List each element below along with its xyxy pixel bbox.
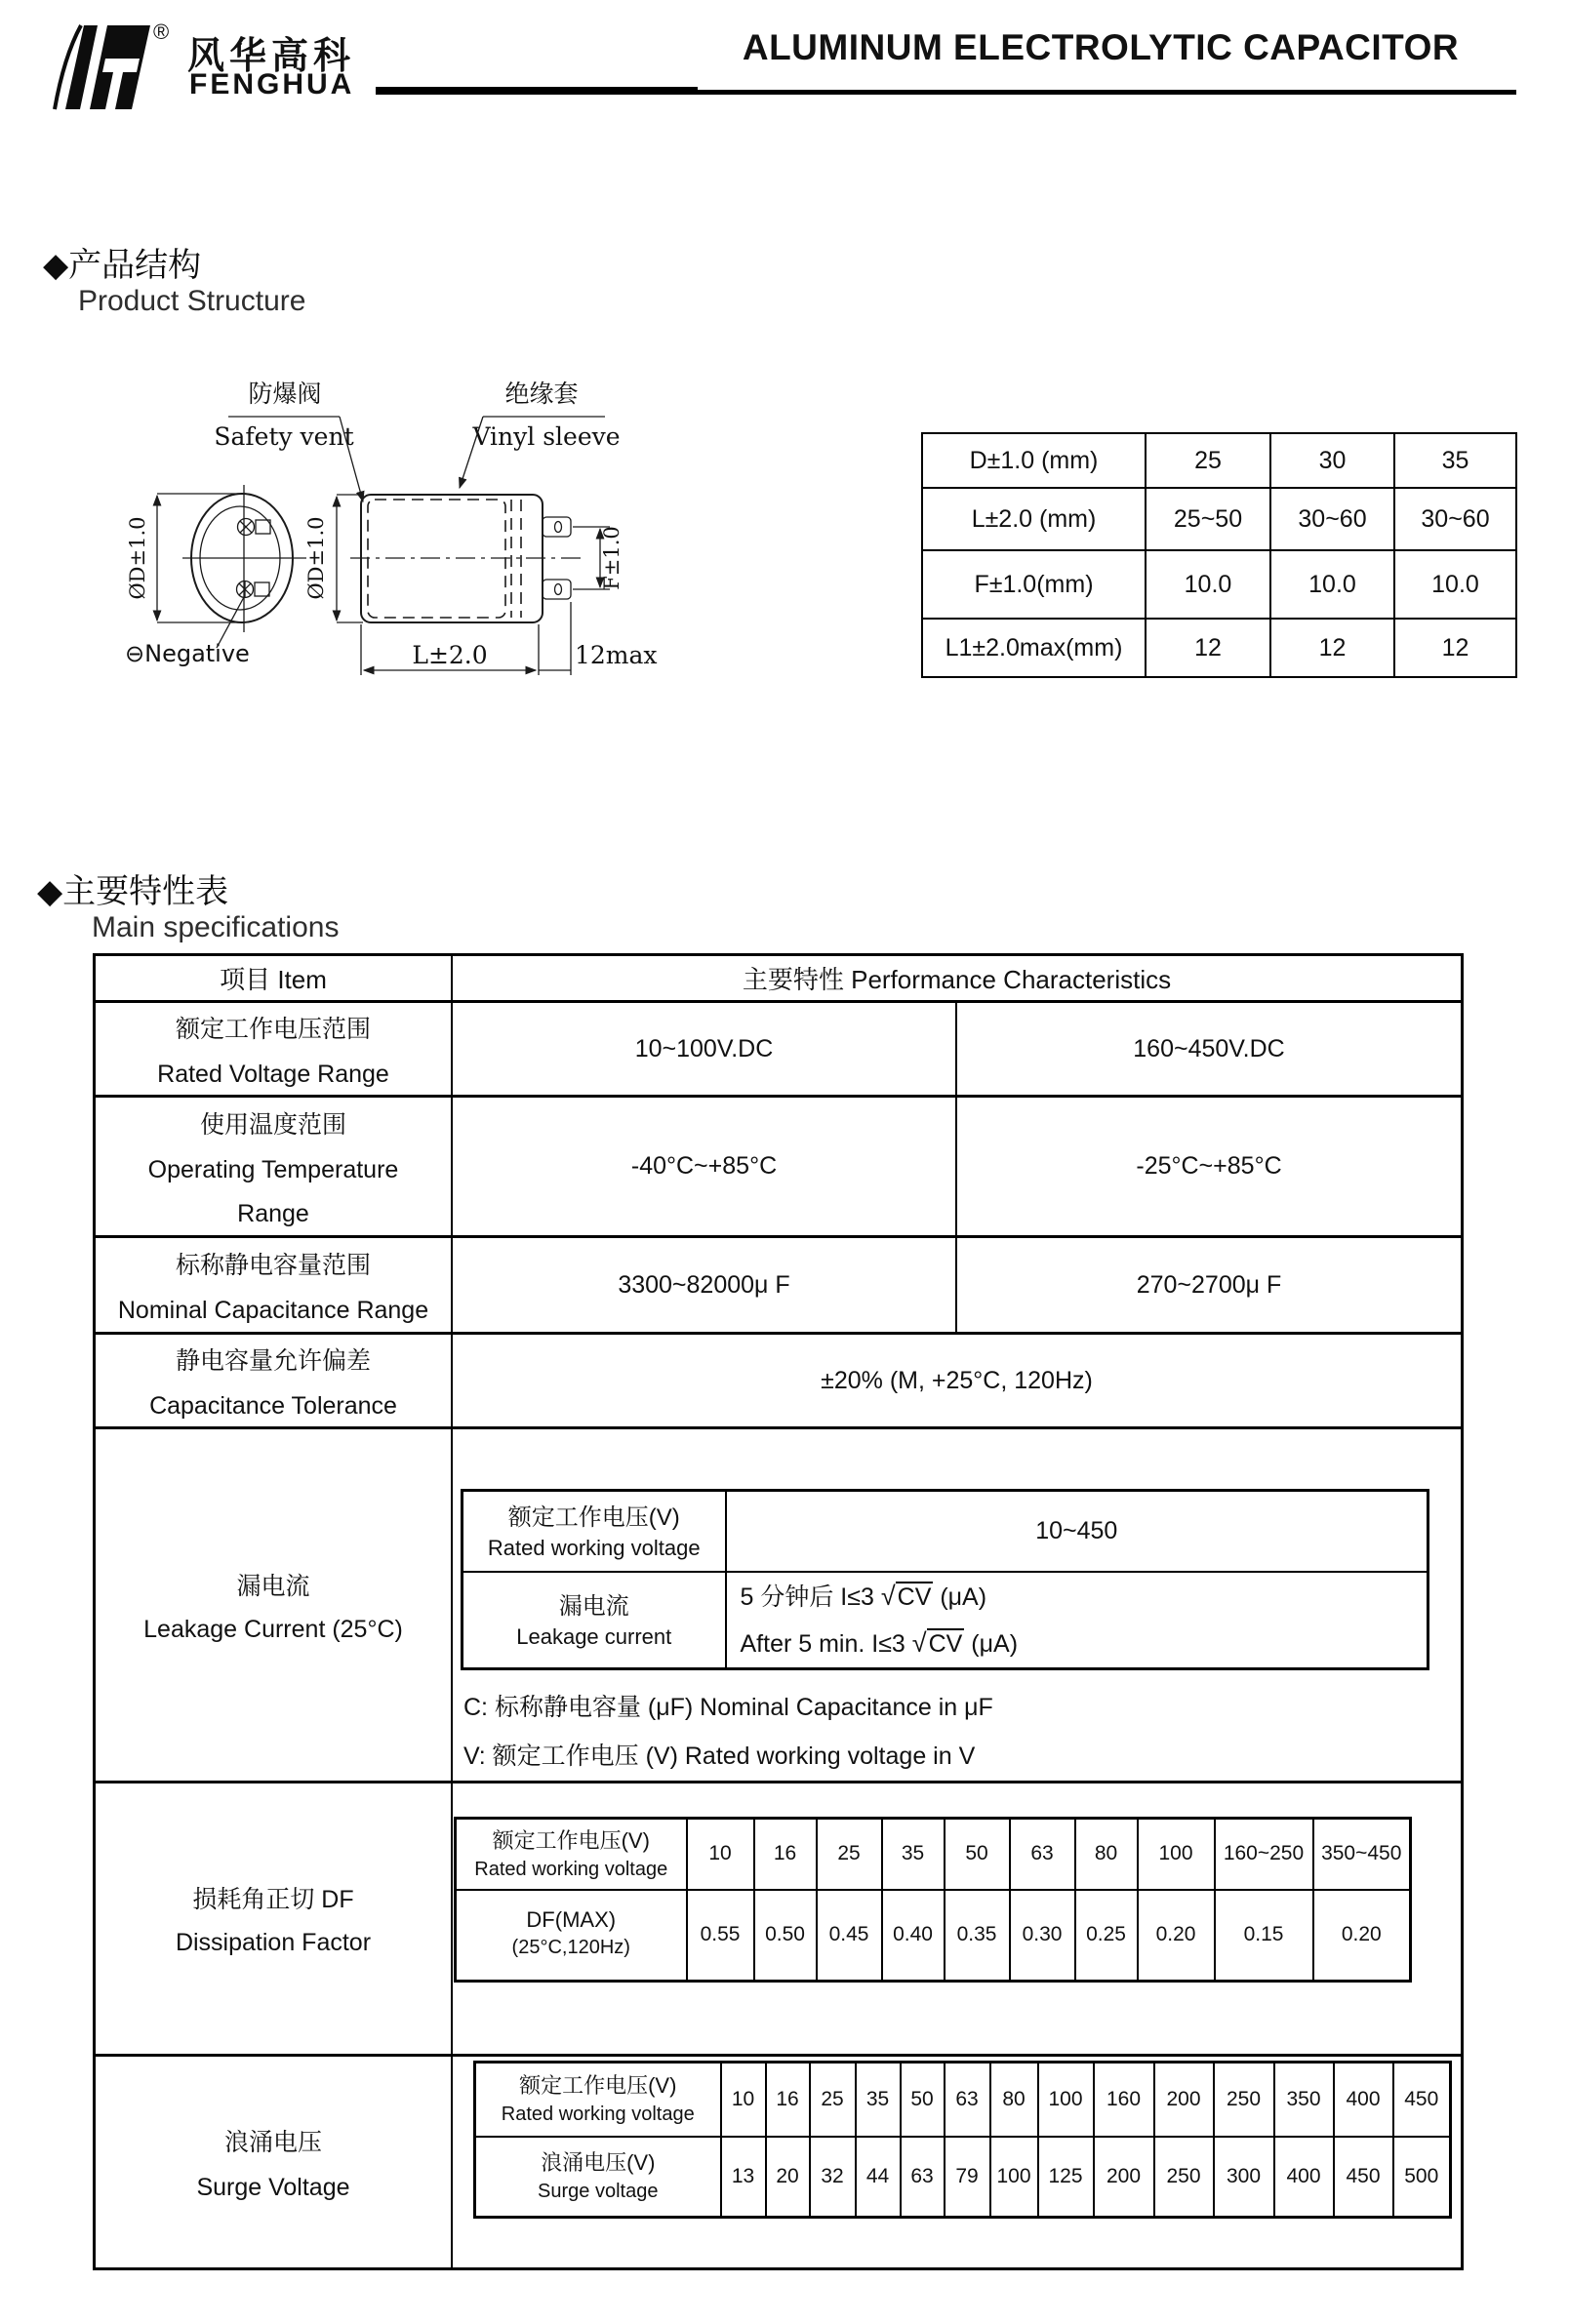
side-view: [304, 495, 658, 675]
df-value: 0.30: [1010, 1890, 1075, 1982]
capacitance-range-low-voltage: 3300~82000μ F: [453, 1238, 957, 1332]
dim-value: 10.0: [1270, 550, 1394, 619]
spec-row-operating-temperature: [96, 1098, 1461, 1238]
dim-value: 12: [1394, 619, 1516, 677]
row-label-cn: 损耗角正切 DF: [192, 1886, 354, 1913]
header-rule-thin: [697, 90, 1516, 95]
dim-value: 12: [1146, 619, 1270, 677]
surge-value: 20: [766, 2137, 810, 2218]
registered-trademark-icon: ®: [153, 20, 170, 44]
row-label-en: Capacitance Tolerance: [149, 1391, 397, 1420]
inner-label-en: DF(MAX): [526, 1907, 617, 1933]
temperature-range-high-voltage: -25°C~+85°C: [1136, 1152, 1282, 1180]
dim-value: 35: [1394, 433, 1516, 488]
surge-value: 250: [1154, 2137, 1214, 2218]
rated-voltage-high-range: 160~450V.DC: [1133, 1034, 1285, 1062]
dim-label: D±1.0 (mm): [922, 433, 1146, 488]
inner-label-cn: 额定工作电压(V): [492, 1827, 650, 1853]
df-value: 0.25: [1075, 1890, 1138, 1982]
inner-label-rated-working-voltage: [475, 2063, 721, 2137]
dim-row-pitch: [922, 550, 1516, 619]
surge-voltage-inner-table: [473, 2061, 1452, 2219]
surge-value: 300: [1214, 2137, 1274, 2218]
surge-value-row: [475, 2137, 1451, 2218]
surge-value: 500: [1393, 2137, 1451, 2218]
df-value: 0.45: [817, 1890, 882, 1982]
surge-value: 63: [901, 2137, 945, 2218]
spec-row-rated-voltage: [96, 1003, 1461, 1098]
dim-label: L1±2.0max(mm): [922, 619, 1146, 677]
spec-row-leakage-current: [96, 1429, 1461, 1783]
inner-label-en: Rated working voltage: [501, 2104, 695, 2126]
inner-label-en: Rated working voltage: [474, 1858, 668, 1880]
main-specifications-table: [93, 953, 1464, 2270]
dim-value: 30~60: [1270, 488, 1394, 550]
surge-value: 79: [945, 2137, 990, 2218]
side-diameter-label: ØD±1.0: [304, 516, 328, 600]
df-voltage: 63: [1010, 1819, 1075, 1890]
row-label-cn: 使用温度范围: [199, 1110, 346, 1139]
inner-label-cn: 额定工作电压(V): [507, 1504, 680, 1532]
surge-value: 125: [1038, 2137, 1094, 2218]
df-value: 0.20: [1313, 1890, 1411, 1982]
logo-text-cn: 风华高科: [187, 34, 356, 77]
negative-terminal: [237, 581, 270, 598]
surge-value: 100: [990, 2137, 1038, 2218]
leakage-formula-en: After 5 min. I≤3 √CV (μA): [740, 1628, 1019, 1659]
dimensions-table: [921, 432, 1517, 678]
df-value: 0.15: [1215, 1890, 1313, 1982]
side-terminal-top: [543, 517, 571, 537]
spec-header-item: 项目 Item: [96, 956, 453, 1000]
spec-header-performance: 主要特性 Performance Characteristics: [742, 965, 1172, 994]
side-terminal-bottom: [543, 580, 571, 599]
df-voltage: 10: [687, 1819, 754, 1890]
inner-label-en: Leakage current: [516, 1624, 672, 1650]
df-voltage: 350~450: [1313, 1819, 1411, 1890]
dim-label: L±2.0 (mm): [922, 488, 1146, 550]
df-voltage: 80: [1075, 1819, 1138, 1890]
row-label-cn: 漏电流: [236, 1572, 310, 1600]
sqrt-icon: √: [880, 1581, 896, 1611]
negative-label: ⊖Negative: [125, 640, 250, 667]
leakage-current-inner-table: [461, 1489, 1429, 1670]
dim-row-diameter: [922, 433, 1516, 488]
lead-length-label: 12max: [575, 641, 658, 669]
surge-rated-voltage: 50: [901, 2063, 945, 2137]
surge-rated-voltage: 80: [990, 2063, 1038, 2137]
dim-value: 30~60: [1394, 488, 1516, 550]
inner-label-leakage-current: [463, 1572, 726, 1669]
inner-label-cn: 额定工作电压(V): [519, 2073, 677, 2099]
surge-voltage-header-row: [475, 2063, 1451, 2137]
page-title: ALUMINUM ELECTROLYTIC CAPACITOR: [742, 27, 1460, 67]
section-title-main-specifications-en: Main specifications: [92, 911, 340, 943]
body-length-label: L±2.0: [412, 641, 488, 669]
inner-label-en: (25°C,120Hz): [511, 1937, 630, 1959]
spec-row-capacitance-tolerance: [96, 1335, 1461, 1429]
surge-rated-voltage: 160: [1094, 2063, 1154, 2137]
row-label-en: Dissipation Factor: [175, 1929, 372, 1956]
sqrt-icon: √: [911, 1628, 927, 1659]
positive-terminal: [238, 519, 271, 536]
dim-row-lead-length: [922, 619, 1516, 677]
inner-label-surge-voltage: [475, 2137, 721, 2218]
surge-value: 13: [721, 2137, 766, 2218]
spec-row-nominal-capacitance: [96, 1238, 1461, 1335]
df-voltage-header-row: [456, 1819, 1411, 1890]
leakage-formula-cell: [726, 1572, 1428, 1669]
df-voltage: 160~250: [1215, 1819, 1313, 1890]
surge-rated-voltage: 16: [766, 2063, 810, 2137]
capacitance-range-high-voltage: 270~2700μ F: [1136, 1270, 1282, 1299]
dim-label: F±1.0(mm): [922, 550, 1146, 619]
surge-rated-voltage: 350: [1274, 2063, 1334, 2137]
inner-label-cn: 漏电流: [558, 1593, 629, 1621]
surge-rated-voltage: 25: [810, 2063, 856, 2137]
inner-label-cn: 浪涌电压(V): [541, 2150, 656, 2176]
front-diameter-label: ØD±1.0: [126, 516, 149, 600]
df-value: 0.35: [945, 1890, 1010, 1982]
dim-value: 12: [1270, 619, 1394, 677]
logo-text-en: FENGHUA: [189, 68, 355, 100]
front-view: [125, 485, 306, 667]
surge-value: 44: [856, 2137, 901, 2218]
df-voltage: 100: [1138, 1819, 1215, 1890]
vinyl-sleeve-label-cn: 绝缘套: [504, 380, 579, 408]
safety-vent-label-cn: 防爆阀: [248, 380, 322, 408]
inner-label-df-max: [456, 1890, 687, 1982]
spec-row-surge-voltage: [96, 2057, 1461, 2267]
spec-row-dissipation-factor: [96, 1783, 1461, 2057]
surge-rated-voltage: 63: [945, 2063, 990, 2137]
inner-label-rated-working-voltage: [456, 1819, 687, 1890]
surge-rated-voltage: 35: [856, 2063, 901, 2137]
inner-label-rated-working-voltage: [463, 1491, 726, 1572]
leakage-formula-cn: 5 分钟后 I≤3 √CV (μA): [740, 1581, 987, 1611]
dim-value: 25: [1146, 433, 1270, 488]
surge-rated-voltage: 450: [1393, 2063, 1451, 2137]
leakage-voltage-range-value: 10~450: [726, 1491, 1428, 1572]
rated-voltage-low-range: 10~100V.DC: [453, 1003, 957, 1095]
safety-vent-label-en: Safety vent: [214, 422, 354, 451]
section-title-product-structure-en: Product Structure: [78, 285, 306, 317]
df-value: 0.50: [754, 1890, 817, 1982]
surge-rated-voltage: 400: [1334, 2063, 1393, 2137]
row-label-cn: 额定工作电压范围: [175, 1015, 371, 1043]
inner-label-en: Surge voltage: [538, 2181, 659, 2203]
dim-value: 10.0: [1146, 550, 1270, 619]
surge-rated-voltage: 10: [721, 2063, 766, 2137]
capacitor-drawing: [59, 371, 742, 707]
df-value-row: [456, 1890, 1411, 1982]
row-label-en: Nominal Capacitance Range: [117, 1296, 429, 1324]
row-label-en: Leakage Current (25°C): [143, 1615, 403, 1643]
row-label-en: Range: [237, 1199, 309, 1227]
section-title-main-specifications-cn: ◆主要特性表: [37, 873, 229, 910]
surge-rated-voltage: 250: [1214, 2063, 1274, 2137]
dim-value: 10.0: [1394, 550, 1516, 619]
dim-row-length: [922, 488, 1516, 550]
spec-header-row: [96, 956, 1461, 1003]
surge-rated-voltage: 200: [1154, 2063, 1214, 2137]
surge-value: 400: [1274, 2137, 1334, 2218]
dim-value: 25~50: [1146, 488, 1270, 550]
temperature-range-low-voltage: -40°C~+85°C: [453, 1098, 957, 1235]
row-label-cn: 静电容量允许偏差: [175, 1346, 371, 1375]
fenghua-logo-icon: [47, 21, 156, 111]
row-label-en: Surge Voltage: [196, 2173, 350, 2201]
vinyl-sleeve-label-en: Vinyl sleeve: [472, 422, 621, 451]
dissipation-factor-inner-table: [454, 1817, 1412, 1983]
section-title-product-structure-cn: ◆产品结构: [43, 247, 202, 284]
header-rule-thick: [376, 87, 698, 95]
row-label-en: Rated Voltage Range: [157, 1060, 389, 1088]
vinyl-sleeve-leader-line: [460, 417, 483, 488]
capacitance-tolerance-value: ±20% (M, +25°C, 120Hz): [821, 1366, 1093, 1394]
dim-value: 30: [1270, 433, 1394, 488]
df-value: 0.40: [882, 1890, 945, 1982]
surge-rated-voltage: 100: [1038, 2063, 1094, 2137]
df-voltage: 50: [945, 1819, 1010, 1890]
df-value: 0.20: [1138, 1890, 1215, 1982]
df-voltage: 35: [882, 1819, 945, 1890]
leakage-note-capacitance: C: 标称静电容量 (μF) Nominal Capacitance in μF: [463, 1694, 993, 1721]
surge-value: 32: [810, 2137, 856, 2218]
row-label-en: Operating Temperature: [147, 1155, 399, 1183]
surge-value: 200: [1094, 2137, 1154, 2218]
surge-value: 450: [1334, 2137, 1393, 2218]
df-voltage: 16: [754, 1819, 817, 1890]
lead-pitch-label: F±1.0: [600, 526, 624, 590]
df-voltage: 25: [817, 1819, 882, 1890]
df-value: 0.55: [687, 1890, 754, 1982]
row-label-cn: 浪涌电压: [223, 2128, 322, 2156]
leakage-note-voltage: V: 额定工作电压 (V) Rated working voltage in V: [463, 1743, 976, 1770]
inner-label-en: Rated working voltage: [487, 1536, 701, 1561]
row-label-cn: 标称静电容量范围: [175, 1251, 371, 1279]
